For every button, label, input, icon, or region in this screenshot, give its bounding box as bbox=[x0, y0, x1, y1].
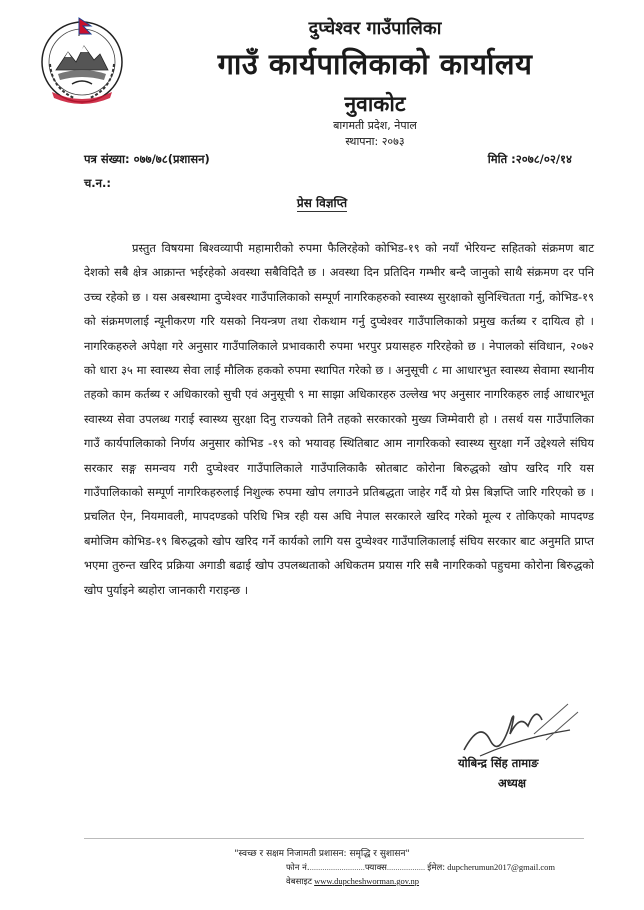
phone-label: फोन नं. bbox=[286, 863, 310, 873]
footer-contact-line: फोन नं...........................फ्याक्स.................. ईमेल: dupcherumun2017@gmail.com bbox=[286, 862, 555, 873]
signatory-name: योबिन्द्र सिंह तामाङ bbox=[458, 756, 539, 770]
district-name: नुवाकोट bbox=[344, 92, 406, 116]
subject-heading bbox=[0, 194, 644, 211]
municipality-name: दुप्चेश्वर गाउँपालिका bbox=[308, 18, 442, 39]
office-name: गाउँ कार्यपालिकाको कार्यालय bbox=[217, 47, 533, 81]
email-label: ईमेल: bbox=[427, 863, 446, 873]
body-paragraph bbox=[84, 236, 594, 602]
website-label: वेबसाइट bbox=[286, 877, 312, 887]
fax-label: फ्याक्स bbox=[364, 863, 387, 873]
letter-date: मिति :२०७८/०२/१४ bbox=[487, 152, 572, 166]
website-link[interactable]: www.dupcheshworman.gov.np bbox=[314, 876, 420, 886]
subject-text: प्रेस विज्ञप्ति bbox=[296, 196, 348, 210]
signatory-title: अध्यक्ष bbox=[498, 776, 527, 790]
nepal-government-emblem-icon bbox=[38, 14, 126, 106]
footer-divider bbox=[84, 838, 584, 839]
reference-number: पत्र संख्या: ०७७/७८(प्रशासन) bbox=[84, 152, 210, 166]
email-address: dupcherumun2017@gmail.com bbox=[447, 862, 555, 872]
body-text: प्रस्तुत विषयमा बिश्वव्यापी महामारीको रुपमा फैलिरहेको कोभिड-१९ को नयाँ भेरियन्ट सहितको संक्रमण बाट देशको सबै क्षेत्र आक्रान्त भईरहेको अवस्था सबैविदितै छ । अवस्था दिन प्रतिदिन गम्भीर बन्दै जानुको साथै संक्रमण दर पनि उच्च रहेको छ । यस अबस्थामा दुप्चेश्वर गाउँपालिकाको सम्पूर्ण नागरिकहरुको स्वास्थ्य सुरक्षाको सुनिश्चितता गर्नु, कोभिड-१९ को संक्रमणलाई न्यूनीकरण गरि यसको नियन्त्रण तथा रोकथाम गर्नु दुप्चेश्वर गाउँपालिकाको प्रमुख कर्तब्य र दायित्व हो । नागरिकहरुले अपेक्षा गरे अनुसार गाउँपालिकाले प्रभावकारी रुपमा भरपुर प्रयासहरु गरिरहेको छ । नेपालको संविधान, २०७२ को धारा ३५ मा स्वास्थ्य सेवा लाई मौलिक हकको रुपमा स्थापित गरेको छ । अनुसूची ८ मा आधारभुत स्वास्थ्य सेवामा स्थानीय तहको काम कर्तब्य र अधिकारको सुची एवं अनुसूची ९ मा साझा अधिकारहरु उल्लेख भए अनुसार नागरिकहरु लाई आधारभूत स्वास्थ्य सेवा उपलब्ध गराई स्वास्थ्य सुरक्षा दिनु राज्यको तिनै तहको सरकारको मुख्य जिम्मेवारी हो । तसर्थ यस गाउँपालिका गाउँ कार्यपालिकाको निर्णय अनुसार कोभिड -१९ को भयावह स्थितिबाट आम नागरिकको स्वास्थ्य सुरक्षा गर्ने उद्देश्यले संघिय सरकार सङ्ग समन्वय गरी दुप्चेश्वर गाउँपालिकाले गाउँपालिकाकै स्रोतबाट कोरोना बिरुद्धको खोप खरिद गरि यस गाउँपालिकाको सम्पूर्ण नागरिकहरुलाई निशुल्क रुपमा खोप लगाउने प्रतिबद्धता जाहेर गर्दै यो प्रेस बिज्ञप्ति जारि गरिएको छ । प्रचलित ऐन, नियमावली, मापदण्डको परिधि भित्र रही यस अघि नेपाल सरकारले खरिद गरेको मूल्य र तोकिएको मापदण्ड बमोजिम कोभिड-१९ बिरुद्धको खोप खरिद गर्ने कार्यको लागि यस दुप्चेश्वर गाउँपालिकालाई संघिय सरकार बाट अनुमति प्राप्त भएमा तुरुन्त खरिद प्रक्रिया अगाडी बढाई खोप उपलब्धताको अधिकतम प्रयास गरि सबै नागरिकको पहुचमा कोरोना बिरुद्धको खोप पुर्याइने ब्यहोरा जानकारी गराइन्छ । bbox=[84, 241, 594, 597]
established-year: स्थापना: २०७३ bbox=[345, 135, 405, 148]
footer-motto: "स्वच्छ र सक्षम निजामती प्रशासन: समृद्धि र सुशासन" bbox=[234, 849, 410, 859]
province-country: बागमती प्रदेश, नेपाल bbox=[333, 119, 417, 132]
footer-website-line bbox=[286, 876, 419, 887]
dispatch-number: च.न.: bbox=[84, 176, 112, 190]
